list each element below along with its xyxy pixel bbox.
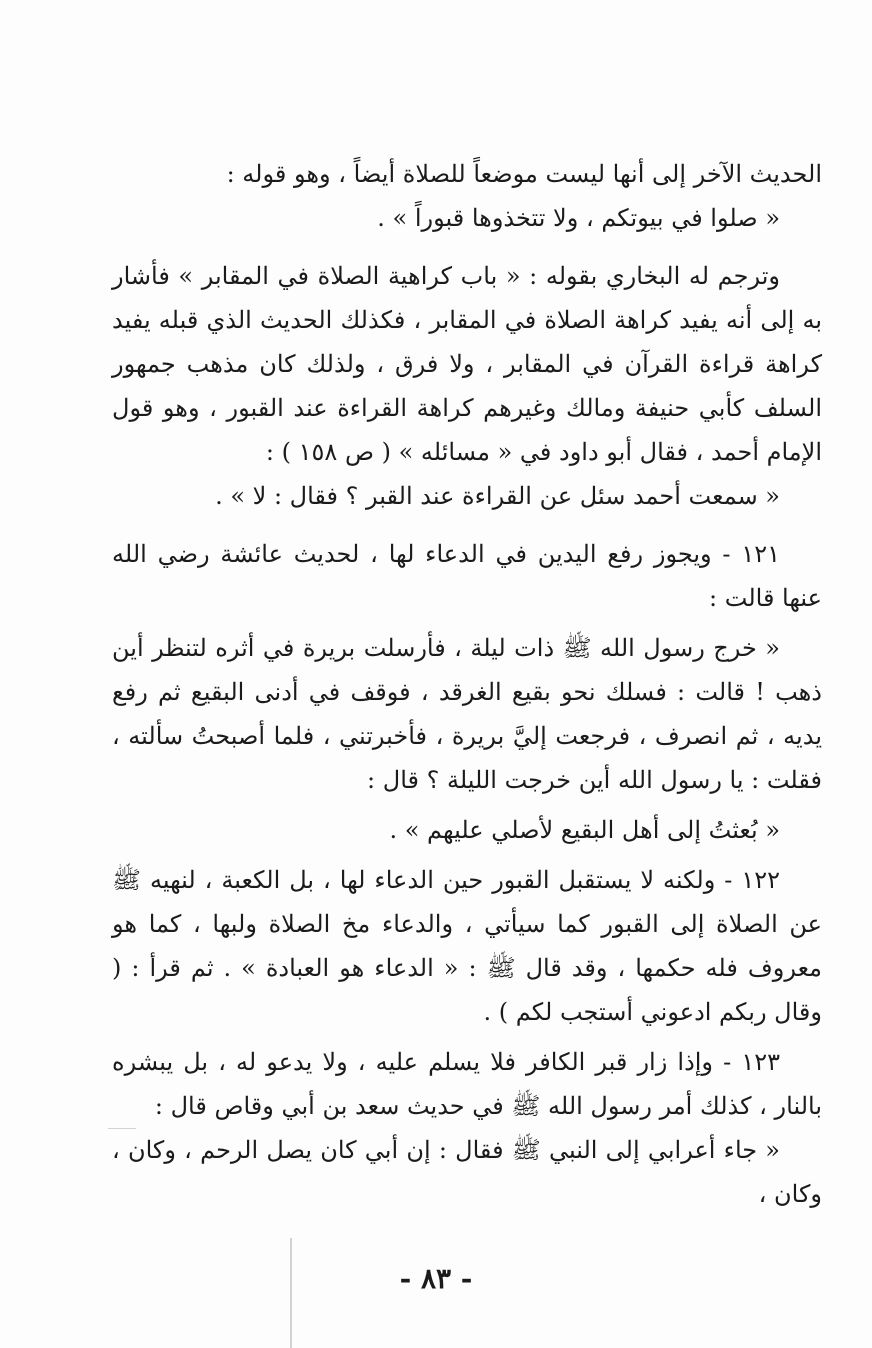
paragraph-bukhari: وترجم له البخاري بقوله : « باب كراهية الصلاة في المقابر » فأشار به إلى أنه يفيد كراهة الصلاة في المقابر ، فكذلك الحديث الذي قبله يفيد كراهة قراءة القرآن في المقابر ، ولا فرق ، ولذلك كان مذهب جمهور السلف كأبي حنيفة ومالك وغيرهم كراهة القراءة عند القبور ، وهو قول الإمام أحمد ، فقال أبو داود في « مسائله » ( ص ١٥٨ ) : [112, 262, 822, 466]
scan-mark [290, 1238, 292, 1348]
hadith-quote: « سمعت أحمد سئل عن القراءة عند القبر ؟ فقال : لا » . [215, 482, 780, 510]
paragraph-122: ١٢٢ - ولكنه لا يستقبل القبور حين الدعاء لها ، بل الكعبة ، لنهيه ﷺ عن الصلاة إلى القبور كما سيأتي ، والدعاء مخ الصلاة ولبها ، كما هو معروف فله حكمها ، وقد قال ﷺ : « الدعاء هو العبادة » . ثم قرأ : ( وقال ربكم ادعوني أستجب لكم ) . [112, 866, 822, 1026]
scan-mark [108, 1128, 136, 1129]
hadith-quote: « بُعثتُ إلى أهل البقيع لأصلي عليهم » . [389, 816, 780, 844]
paragraph-123: ١٢٣ - وإذا زار قبر الكافر فلا يسلم عليه ، ولا يدعو له ، بل يبشره بالنار ، كذلك أمر رسول الله ﷺ في حديث سعد بن أبي وقاص قال : [112, 1048, 822, 1120]
page-number: - ٨٣ - [399, 1262, 473, 1295]
hadith-quote: « صلوا في بيوتكم ، ولا تتخذوها قبوراً » . [377, 204, 780, 232]
paragraph-121: ١٢١ - ويجوز رفع اليدين في الدعاء لها ، لحديث عائشة رضي الله عنها قالت : [112, 540, 822, 612]
paragraph-continuation: الحديث الآخر إلى أنها ليست موضعاً للصلاة أيضاً ، وهو قوله : [226, 160, 822, 188]
body-text [112, 152, 822, 1216]
hadith-quote: « خرج رسول الله ﷺ ذات ليلة ، فأرسلت بريرة في أثره لتنظر أين ذهب ! قالت : فسلك نحو بقيع الغرقد ، فوقف في أدنى البقيع ثم رفع يديه ، ثم انصرف ، فرجعت إليَّ بريرة ، فأخبرتني ، فلما أصبحتُ سألته ، فقلت : يا رسول الله أين خرجت الليلة ؟ قال : [112, 634, 823, 794]
hadith-quote: « جاء أعرابي إلى النبي ﷺ فقال : إن أبي كان يصل الرحم ، وكان ، وكان ، [112, 1136, 822, 1208]
